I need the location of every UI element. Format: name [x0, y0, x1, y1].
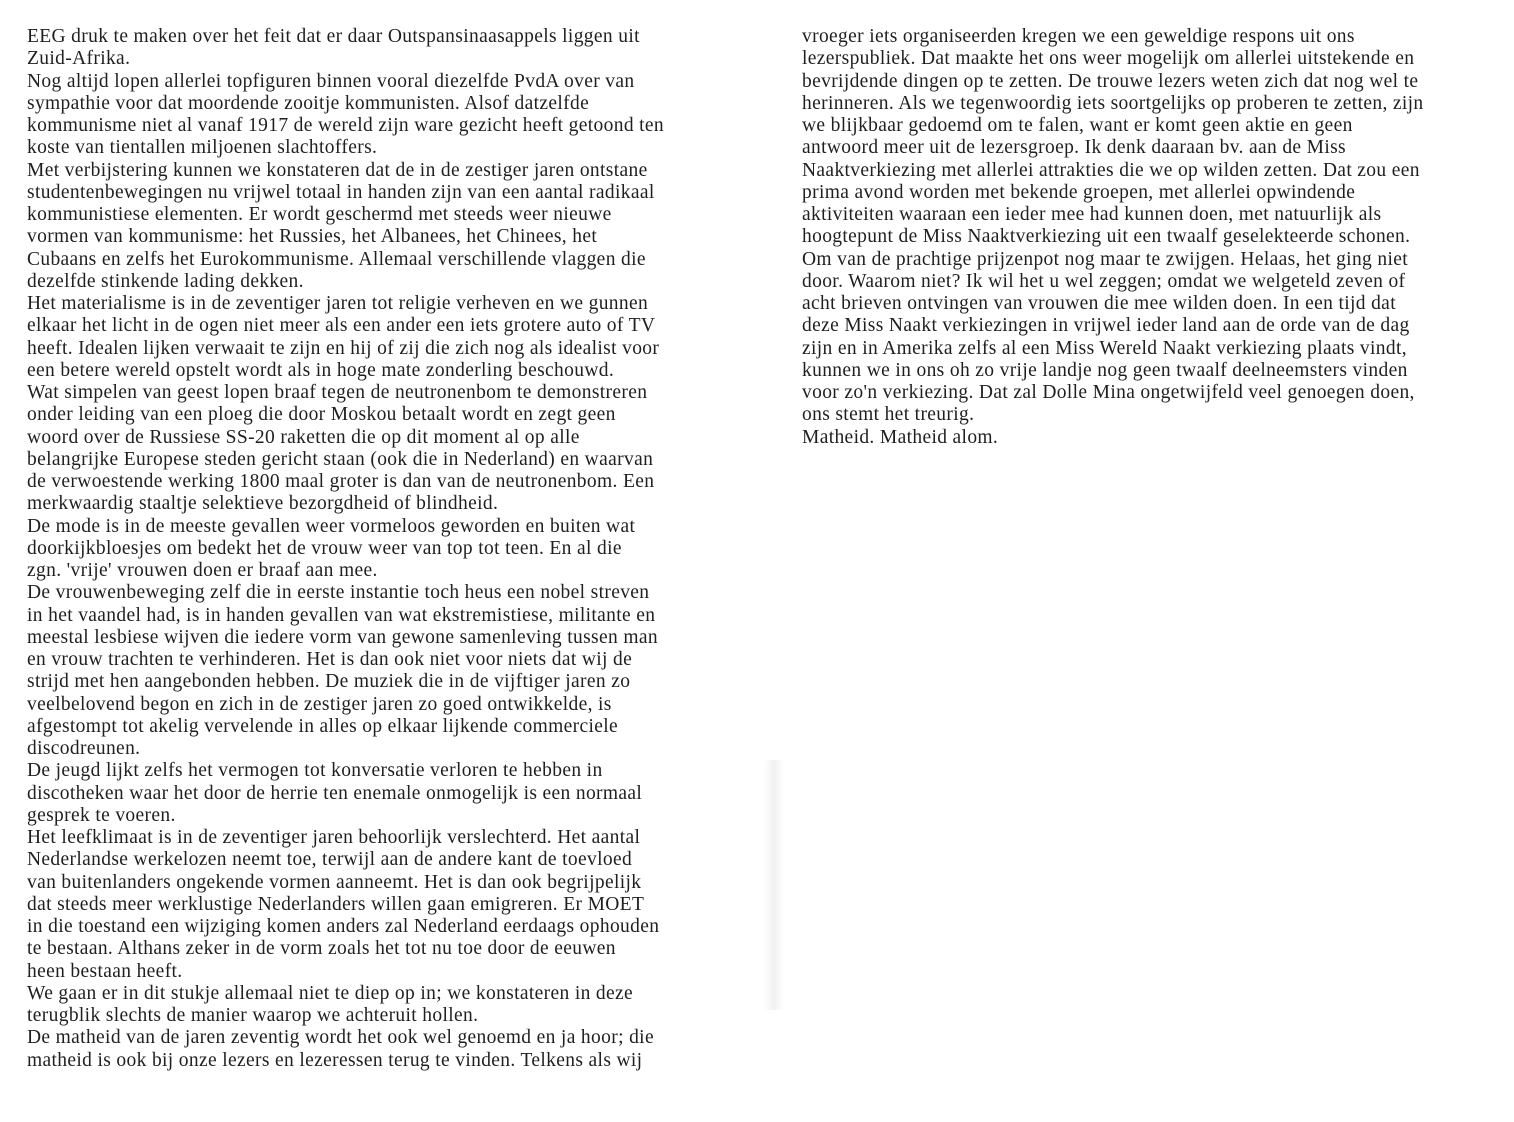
text-line: doorkijkbloesjes om bedekt het de vrouw weer van top tot teen. En al die: [27, 537, 622, 559]
text-line: woord over de Russiese SS-20 raketten die op dit moment al op alle: [27, 426, 580, 448]
text-line: Nederlandse werkelozen neemt toe, terwijl aan de andere kant de toevloed: [27, 849, 633, 871]
text-line: belangrijke Europese steden gericht staan (ook die in Nederland) en waarvan: [27, 448, 654, 470]
text-line: koste van tientallen miljoenen slachtoffers.: [27, 137, 378, 159]
text-line: hoogtepunt de Miss Naaktverkiezing uit een twaalf geselekteerde schonen.: [802, 226, 1411, 248]
text-line: dat steeds meer werklustige Nederlanders willen gaan emigreren. Er MOET: [27, 893, 645, 915]
text-line: voor zo'n verkiezing. Dat zal Dolle Mina ongetwijfeld veel genoegen doen,: [802, 382, 1415, 403]
text-line: door. Waarom niet? Ik wil het u wel zeggen; omdat we welgeteld zeven of: [802, 270, 1406, 292]
text-line: Cubaans en zelfs het Eurokommunisme. Allemaal verschillende vlaggen die: [27, 248, 646, 270]
left-text-column: [27, 26, 664, 1072]
text-line: acht brieven ontvingen van vrouwen die mee wilden doen. In een tijd dat: [802, 293, 1396, 314]
text-line: lezerspubliek. Dat maakte het ons weer mogelijk om allerlei uitstekende en: [802, 48, 1415, 70]
text-line: zgn. 'vrije' vrouwen doen er braaf aan mee.: [27, 560, 378, 581]
text-line: gesprek te voeren.: [27, 804, 176, 826]
text-line: merkwaardig staaltje selektieve bezorgdheid of blindheid.: [27, 493, 499, 515]
text-line: vroeger iets organiseerden kregen we een geweldige respons uit ons: [802, 26, 1355, 47]
text-line: bevrijdende dingen op te zetten. De trouwe lezers weten zich dat nog wel te: [802, 70, 1419, 92]
text-line: van buitenlanders ongekende vormen aanneemt. Het is dan ook begrijpelijk: [27, 871, 642, 893]
text-line: dezelfde stinkende lading dekken.: [27, 270, 304, 292]
right-text-column: [802, 26, 1424, 449]
text-line: strijd met hen aangebonden hebben. De muziek die in de vijftiger jaren zo: [27, 671, 631, 693]
text-line: een betere wereld opstelt wordt als in hoge mate zonderling beschouwd.: [27, 359, 615, 381]
text-line: studentenbewegingen nu vrijwel totaal in handen zijn van een aantal radikaal: [27, 181, 655, 203]
text-line: in het vaandel had, is in handen gevallen van wat ekstremistiese, militante en: [27, 604, 656, 626]
text-line: kunnen we in ons oh zo vrije landje nog geen twaalf deelneemsters vinden: [802, 359, 1408, 381]
text-line: te bestaan. Althans zeker in de vorm zoals het tot nu toe door de eeuwen: [27, 938, 616, 960]
text-line: aktiviteiten waaraan een ieder mee had kunnen doen, met natuurlijk als: [802, 204, 1382, 225]
text-line: elkaar het licht in de ogen niet meer als een ander een iets grotere auto of TV: [27, 315, 656, 337]
text-line: prima avond worden met bekende groepen, met allerlei opwindende: [802, 181, 1356, 203]
text-line: terugblik slechts de manier waarop we achteruit hollen.: [27, 1005, 479, 1026]
text-line: en vrouw trachten te verhinderen. Het is dan ook niet voor niets dat wij de: [27, 649, 633, 670]
text-line: onder leiding van een ploeg die door Moskou betaalt wordt en zegt geen: [27, 404, 616, 426]
text-line: De matheid van de jaren zeventig wordt het ook wel genoemd en ja hoor; die: [27, 1027, 654, 1049]
text-line: heen bestaan heeft.: [27, 960, 183, 982]
text-line: matheid is ook bij onze lezers en lezeressen terug te vinden. Telkens als wij: [27, 1049, 643, 1071]
text-line: heeft. Idealen lijken verwaait te zijn en hij of zij die zich nog als idealist voor: [27, 337, 660, 359]
text-line: Om van de prachtige prijzenpot nog maar te zwijgen. Helaas, het ging niet: [802, 248, 1409, 270]
text-line: We gaan er in dit stukje allemaal niet te diep op in; we konstateren in deze: [27, 982, 634, 1004]
text-line: De jeugd lijkt zelfs het vermogen tot konversatie verloren te hebben in: [27, 760, 603, 782]
text-line: we blijkbaar gedoemd om te falen, want er komt geen aktie en geen: [802, 115, 1353, 136]
text-line: vormen van kommunisme: het Russies, het Albanees, het Chinees, het: [27, 226, 598, 248]
text-line: Met verbijstering kunnen we konstateren dat de in de zestiger jaren ontstane: [27, 159, 648, 181]
text-line: Wat simpelen van geest lopen braaf tegen de neutronenbom te demonstreren: [27, 382, 648, 403]
text-line: herinneren. Als we tegenwoordig iets soortgelijks op proberen te zetten, zijn: [802, 92, 1424, 114]
text-line: EEG druk te maken over het feit dat er daar Outspansinaasappels liggen uit: [27, 26, 640, 47]
text-line: kommunistiese elementen. Er wordt geschermd met steeds weer nieuwe: [27, 204, 612, 225]
text-line: Het leefklimaat is in de zeventiger jaren behoorlijk verslechterd. Het aantal: [27, 827, 641, 848]
text-line: meestal lesbiese wijven die iedere vorm van gewone samenleving tussen man: [27, 626, 658, 648]
text-line: discotheken waar het door de herrie ten enemale onmogelijk is een normaal: [27, 782, 643, 804]
scan-shadow: [764, 760, 784, 1010]
text-line: afgestompt tot akelig vervelende in alles op elkaar lijkende commerciele: [27, 715, 619, 737]
text-line: Zuid-Afrika.: [27, 48, 131, 70]
text-line: kommunisme niet al vanaf 1917 de wereld zijn ware gezicht heeft getoond ten: [27, 115, 665, 136]
text-line: zijn en in Amerika zelfs al een Miss Wereld Naakt verkiezing plaats vindt,: [802, 337, 1407, 359]
text-line: De vrouwenbeweging zelf die in eerste instantie toch heus een nobel streven: [27, 582, 650, 604]
text-line: Matheid. Matheid alom.: [802, 426, 999, 448]
text-line: ons stemt het treurig.: [802, 404, 975, 426]
text-line: in die toestand een wijziging komen anders zal Nederland eerdaags ophouden: [27, 916, 660, 937]
text-line: Het materialisme is in de zeventiger jaren tot religie verheven en we gunnen: [27, 293, 649, 314]
text-line: de verwoestende werking 1800 maal groter is dan van de neutronenbom. Een: [27, 471, 655, 492]
text-line: discodreunen.: [27, 738, 141, 759]
text-line: deze Miss Naakt verkiezingen in vrijwel ieder land aan de orde van de dag: [802, 315, 1410, 337]
text-line: De mode is in de meeste gevallen weer vormeloos geworden en buiten wat: [27, 515, 636, 537]
text-line: veelbelovend begon en zich in de zestiger jaren zo goed ontwikkelde, is: [27, 693, 612, 715]
text-line: sympathie voor dat moordende zooitje kommunisten. Alsof datzelfde: [27, 92, 590, 114]
text-line: Naaktverkiezing met allerlei attrakties die we op wilden zetten. Dat zou een: [802, 159, 1420, 181]
text-line: Nog altijd lopen allerlei topfiguren binnen vooral diezelfde PvdA over van: [27, 70, 635, 92]
text-line: antwoord meer uit de lezersgroep. Ik denk daaraan bv. aan de Miss: [802, 137, 1346, 159]
